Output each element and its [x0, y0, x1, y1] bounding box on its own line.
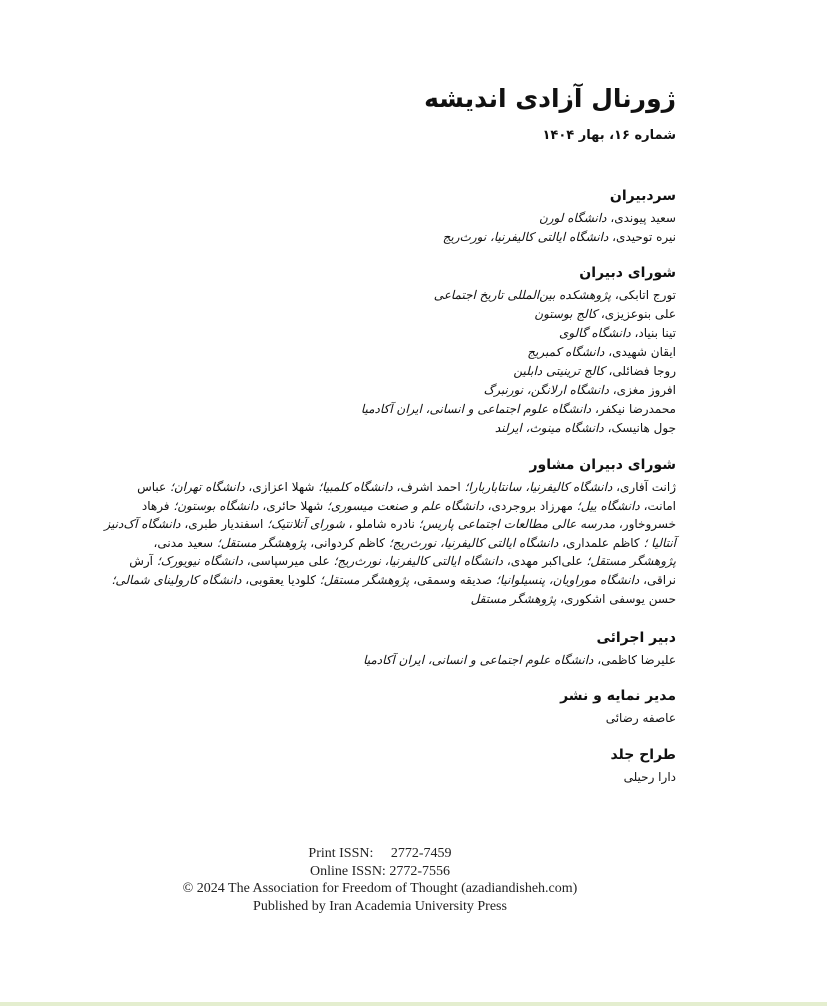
person-affiliation: دانشگاه کالیفرنیا، سانتاباربارا؛ — [464, 480, 613, 494]
advisory-member — [461, 480, 676, 494]
person-name: عاصفه رضائی — [605, 711, 676, 725]
person-affiliation: پژوهشگر مستقل؛ — [216, 535, 307, 550]
index-publishing-entry — [560, 709, 676, 728]
advisory-member — [263, 517, 414, 531]
person-name: علی میرسپاسی، — [242, 554, 330, 569]
person-name: سعید پیوندی، — [606, 211, 676, 225]
index-publishing-section — [560, 686, 676, 728]
person-name: روجا فضائلی، — [604, 364, 676, 378]
advisory-member — [166, 480, 314, 494]
advisory-member — [471, 592, 676, 606]
person-name: جول هانیسک، — [603, 421, 676, 435]
advisory-member — [314, 480, 460, 494]
person-name: نیره توحیدی، — [608, 230, 676, 244]
person-name: مهرزاد بروجردی، — [483, 498, 573, 513]
publisher-line: Published by Iran Academia University Press — [253, 898, 507, 914]
person-affiliation: دانشگاه ییل؛ — [576, 498, 640, 513]
person-name: عباس امانت، — [137, 480, 676, 513]
advisory-board-list — [104, 478, 676, 608]
cover-design-heading: طراح جلد — [610, 747, 676, 763]
person-affiliation: شورای آتلانتیک؛ — [267, 517, 345, 532]
person-affiliation: دانشگاه بوستون؛ — [173, 498, 259, 513]
board-entry — [361, 419, 676, 438]
print-issn-label: Print ISSN: — [308, 846, 374, 861]
advisory-member — [112, 573, 316, 587]
person-name: آرش نراقی، — [129, 554, 676, 587]
person-affiliation: دانشگاه آک‌دنیز آنتالیا ؛ — [104, 517, 676, 550]
advisory-member — [170, 499, 324, 513]
person-affiliation: دانشگاه علم و صنعت میسوری؛ — [327, 498, 484, 513]
board-entry — [361, 286, 676, 305]
person-affiliation: کالج ترینیتی دابلین — [513, 364, 605, 378]
advisory-member — [385, 536, 640, 550]
advisory-board-heading: شورای دبیران مشاور — [529, 457, 676, 473]
person-name: علی بنوعزیزی، — [597, 307, 676, 321]
managing-editor-entry — [363, 651, 676, 670]
advisory-member — [316, 573, 492, 587]
editors-heading: سردبیران — [609, 188, 676, 204]
person-name: دارا رحیلی — [623, 770, 676, 784]
person-name: صدیقه وسمقی، — [409, 572, 493, 587]
print-issn-line — [140, 845, 620, 863]
board-entry — [361, 400, 676, 419]
advisory-board-section — [104, 455, 676, 608]
person-name: تورج اتابکی، — [611, 288, 676, 302]
person-name: علیرضا کاظمی، — [593, 653, 676, 667]
online-issn-label: Online ISSN: — [309, 863, 386, 879]
person-affiliation: دانشگاه موراویان، پنسیلوانیا؛ — [495, 572, 640, 587]
index-publishing-heading: مدیر نمایه و نشر — [560, 688, 676, 704]
online-issn-line — [140, 863, 620, 881]
board-entry — [361, 362, 676, 381]
person-name: سعید مدنی، — [153, 535, 214, 550]
board-entry — [361, 381, 676, 400]
editorial-board-section — [361, 263, 676, 438]
person-name: کلودیا یعقوبی، — [241, 572, 316, 587]
person-name: کاظم کردوانی، — [306, 535, 386, 550]
online-issn-value: 2772-7556 — [389, 863, 450, 879]
editor-entry — [443, 209, 676, 228]
person-affiliation: دانشگاه گالوی — [558, 326, 631, 340]
person-affiliation: دانشگاه علوم اجتماعی و انسانی، ایران آکادمیا — [363, 653, 594, 667]
advisory-member — [323, 499, 573, 513]
person-affiliation: دانشگاه تهران؛ — [170, 480, 245, 494]
cover-design-section — [610, 745, 676, 787]
person-name: تینا بنیاد، — [630, 326, 676, 340]
person-affiliation: پژوهشکده بین‌المللی تاریخ اجتماعی — [433, 288, 612, 302]
print-issn-value: 2772-7459 — [390, 846, 452, 861]
person-name: محمدرضا نیکفر، — [591, 402, 676, 416]
person-name: علی‌اکبر مهدی، — [503, 554, 583, 569]
advisory-member — [153, 554, 330, 568]
managing-editor-heading: دبیر اجرائی — [596, 630, 676, 646]
person-affiliation: دانشگاه کلمبیا؛ — [318, 480, 393, 494]
person-affiliation: پژوهشگر مستقل؛ — [319, 572, 410, 587]
person-name: کاظم علمداری، — [558, 535, 640, 550]
cover-design-entry — [610, 768, 676, 787]
person-affiliation: دانشگاه کارولینای شمالی؛ — [111, 572, 242, 587]
person-name: احمد اشرف، — [392, 480, 461, 494]
copyright-line: © 2024 The Association for Freedom of Thought (azadiandisheh.com) — [182, 881, 578, 896]
person-affiliation: پژوهشگر مستقل — [470, 591, 557, 606]
person-name: اسفندیار طبری، — [180, 517, 264, 532]
person-affiliation: دانشگاه ایالتی کالیفرنیا، نورث‌ریج؛ — [333, 554, 504, 569]
person-affiliation: پژوهشگر مستقل؛ — [586, 554, 676, 569]
person-affiliation: دانشگاه نیویورک؛ — [156, 554, 243, 569]
bottom-divider-strip — [0, 1002, 827, 1006]
person-affiliation: دانشگاه ایالتی کالیفرنیا، نورث‌ریج؛ — [388, 535, 559, 550]
person-name: نادره شاملو ، — [344, 517, 415, 532]
managing-editor-section — [363, 628, 676, 670]
person-affiliation: دانشگاه ایالتی کالیفرنیا، نورث‌ریج — [442, 230, 609, 244]
person-name: افروز مغزی، — [608, 383, 676, 397]
board-entry — [361, 343, 676, 362]
editors-section — [443, 186, 676, 247]
person-affiliation: کالج بوستون — [534, 307, 598, 321]
person-affiliation: دانشگاه مینوث، ایرلند — [494, 421, 604, 435]
person-name: شهلا حائری، — [258, 498, 324, 513]
issue-line: شماره ۱۶، بهار ۱۴۰۴ — [542, 128, 676, 143]
person-affiliation: مدرسه عالی مطالعات اجتماعی پاریس؛ — [418, 517, 616, 532]
person-affiliation: دانشگاه لورن — [538, 211, 607, 225]
person-name: ژانت آفاری، — [612, 480, 676, 494]
person-name: ایقان شهیدی، — [604, 345, 676, 359]
board-entry — [361, 305, 676, 324]
person-name: حسن یوسفی اشکوری، — [556, 591, 676, 606]
advisory-member — [330, 554, 583, 568]
person-name: فرهاد خسروخاور، — [141, 498, 676, 532]
advisory-member — [213, 536, 385, 550]
person-name: شهلا اعزازی، — [244, 480, 315, 494]
person-affiliation: دانشگاه کمبریج — [527, 345, 605, 359]
person-affiliation: دانشگاه علوم اجتماعی و انسانی، ایران آکادمیا — [360, 402, 592, 416]
editor-entry — [443, 228, 676, 247]
journal-title: ژورنال آزادی اندیشه — [424, 84, 676, 113]
editorial-board-heading: شورای دبیران — [579, 265, 676, 281]
person-affiliation: دانشگاه ارلانگن، نورنبرگ — [483, 383, 609, 397]
board-entry — [361, 324, 676, 343]
publication-footer — [140, 845, 620, 915]
